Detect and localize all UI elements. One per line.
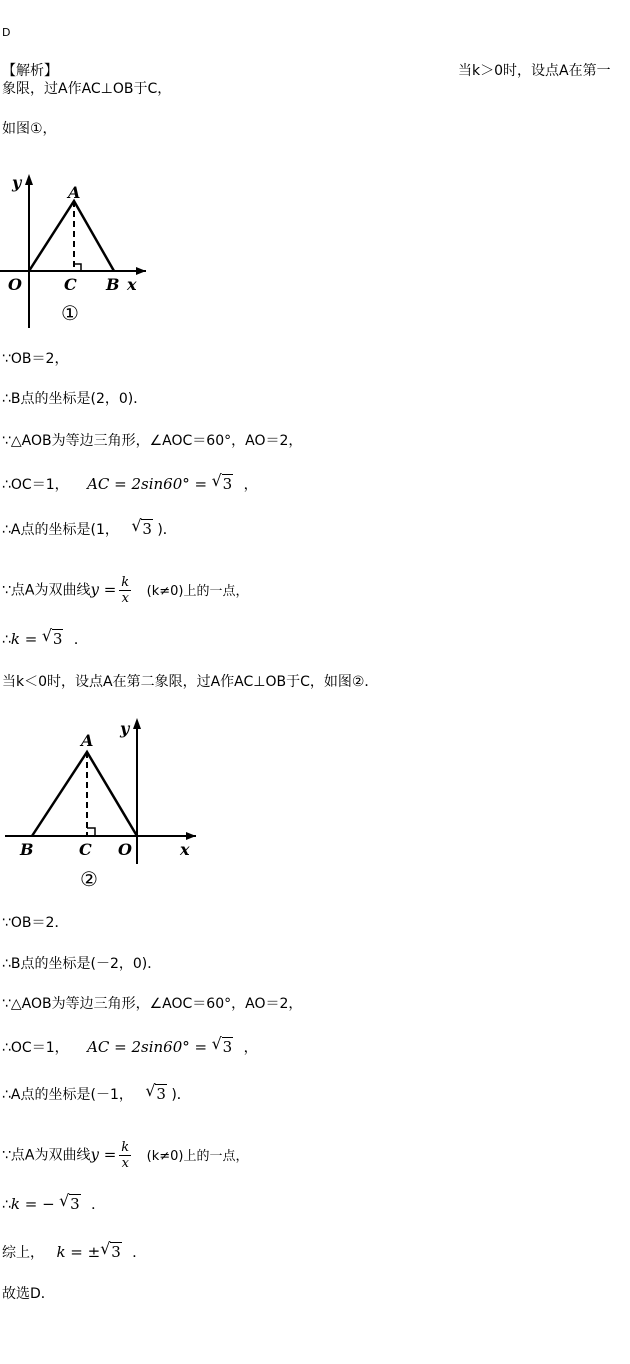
step2-k-value: ∴k = − √ 3 ． [2, 1191, 106, 1213]
step1-oc: ∴OC＝1， [2, 477, 69, 493]
analysis-label: 【解析】 [2, 63, 58, 79]
label-x: x [180, 840, 190, 859]
label-b: B [106, 275, 120, 294]
label-a: A [68, 183, 81, 202]
label-b: B [20, 840, 34, 859]
see-figure-1: 如图①， [2, 121, 57, 137]
sqrt-3: √ 3 [100, 1239, 121, 1261]
step1-k-value: ∴k = √ 3 ． [2, 626, 88, 648]
final-answer: 故选D． [2, 1286, 55, 1302]
step2-hyperbola: ∵点A为双曲线y = $\frac{k}{x}$ (k≠0)上的一点， [2, 1140, 249, 1171]
step2-ob: ∵OB＝2． [2, 915, 69, 931]
case1-heading-continued: 象限，过A作AC⊥OB于C， [2, 81, 172, 97]
figure-2-number: ② [80, 867, 98, 890]
step2-ac-equation: AC = 2sin60° = [87, 1038, 208, 1056]
label-y: y [120, 719, 130, 738]
case2-heading: 当k＜0时，设点A在第二象限，过A作AC⊥OB于C，如图②． [2, 674, 379, 690]
label-o: O [8, 275, 22, 294]
triangle-aob [32, 752, 137, 836]
y-axis-arrow [25, 174, 33, 185]
sqrt-3: √ 3 [211, 1034, 233, 1056]
step1-oc-line: ∴OC＝1， AC = 2sin60° = √ 3 ， [2, 471, 258, 493]
answer-text: D [2, 26, 11, 39]
label-y: y [12, 173, 22, 192]
right-angle-mark [87, 828, 95, 836]
step2-b-coordinate: ∴B点的坐标是(－2，0)． [2, 956, 162, 972]
step2-oc: ∴OC＝1， [2, 1040, 69, 1056]
label-o: O [118, 840, 132, 859]
step1-ob: ∵OB＝2， [2, 351, 69, 367]
fraction-k-over-x: $\frac{k}{x}$ [121, 575, 130, 606]
x-axis-arrow [136, 267, 146, 275]
step2-oc-line: ∴OC＝1， AC = 2sin60° = √ 3 ， [2, 1034, 258, 1056]
x-axis-arrow [186, 832, 196, 840]
step2-a-coordinate: ∴A点的坐标是(－1， √ 3 )． [2, 1081, 191, 1103]
figure-2 [0, 712, 200, 890]
sqrt-3: √ 3 [131, 516, 152, 538]
sqrt-3: √ 3 [59, 1191, 80, 1213]
right-angle-mark [74, 264, 81, 271]
label-c: C [79, 840, 92, 859]
figure-1 [0, 168, 160, 328]
step1-hyperbola: ∵点A为双曲线y = $\frac{k}{x}$ (k≠0)上的一点， [2, 575, 249, 606]
case1-heading: 当k＞0时，设点A在第一 [458, 63, 611, 79]
fraction-k-over-x: $\frac{k}{x}$ [121, 1140, 130, 1171]
figure-1-number: ① [61, 301, 79, 325]
sqrt-3: √ 3 [211, 471, 233, 493]
label-x: x [127, 275, 137, 294]
step1-ac-equation: AC = 2sin60° = [87, 475, 208, 493]
label-c: C [64, 275, 77, 294]
sqrt-3: √ 3 [41, 626, 63, 648]
y-axis-arrow [133, 718, 141, 729]
step1-equilateral: ∵△AOB为等边三角形，∠AOC＝60°，AO＝2， [2, 433, 303, 449]
step1-a-coordinate: ∴A点的坐标是(1， √ 3 )． [2, 516, 177, 538]
step2-equilateral: ∵△AOB为等边三角形，∠AOC＝60°，AO＝2， [2, 996, 303, 1012]
label-a: A [81, 731, 94, 750]
sqrt-3: √ 3 [145, 1081, 166, 1103]
step1-b-coordinate: ∴B点的坐标是(2，0)． [2, 391, 148, 407]
summary-line: 综上， k = ± √ 3 ． [2, 1239, 147, 1261]
triangle-aob [29, 201, 114, 271]
